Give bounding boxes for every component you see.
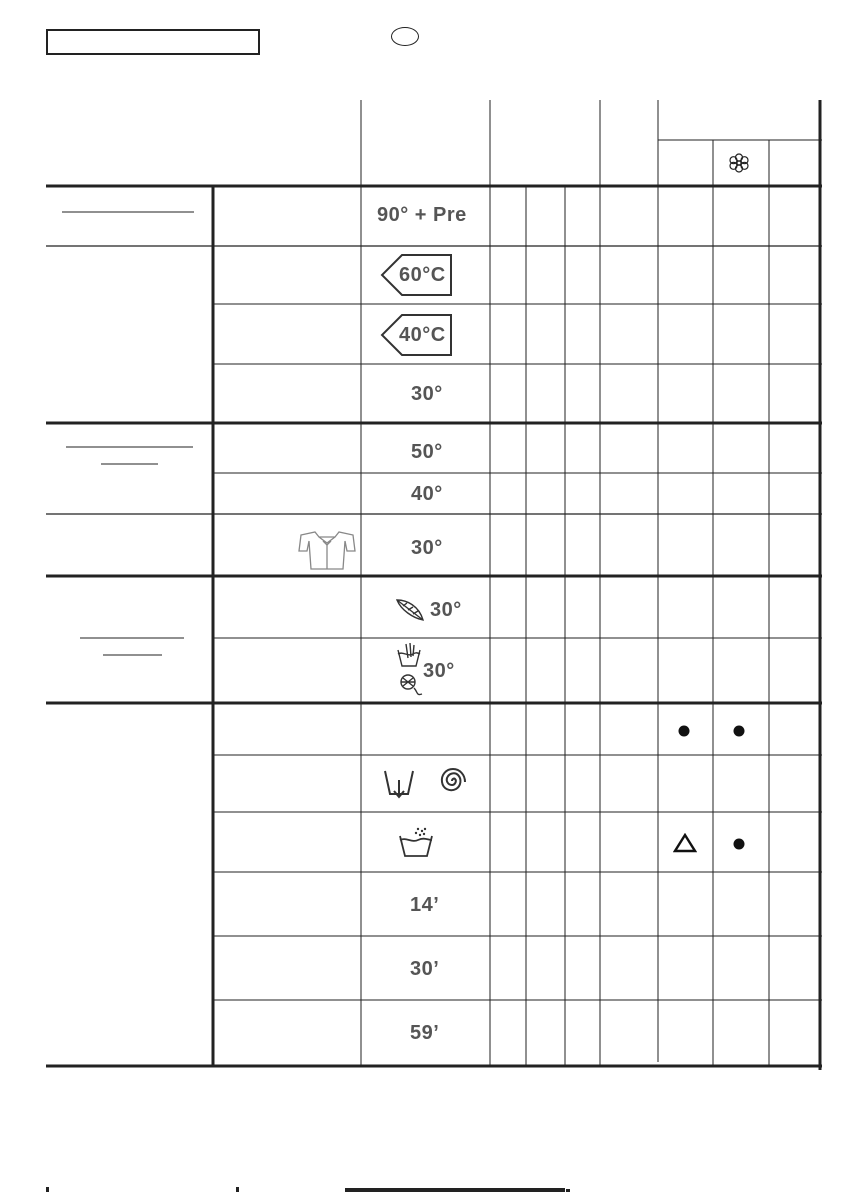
handwash-icon [394, 642, 424, 698]
dot-icon [677, 724, 691, 738]
program-symbol-15: 59’ [410, 1022, 440, 1044]
program-symbol-14: 30’ [410, 958, 440, 980]
page-bottom-marks [0, 1186, 851, 1192]
triangle-icon [673, 833, 697, 853]
dot-icon [732, 724, 746, 738]
rinse-icon [396, 826, 436, 860]
program-symbol-2: 60°C [399, 264, 446, 286]
flower-icon [728, 152, 750, 174]
program-symbol-3: 40°C [399, 324, 446, 346]
drain-icon [382, 766, 416, 802]
program-symbol-8: 30° [430, 599, 462, 621]
program-symbol-1: 90° + Pre [377, 204, 467, 226]
feather-icon [393, 596, 427, 624]
program-symbol-5: 50° [411, 441, 443, 463]
program-symbol-9: 30° [423, 660, 455, 682]
program-symbol-7: 30° [411, 537, 443, 559]
program-symbol-4: 30° [411, 383, 443, 405]
program-symbol-6: 40° [411, 483, 443, 505]
shirt-icon [297, 529, 357, 573]
dot-icon [732, 837, 746, 851]
program-symbol-13: 14’ [410, 894, 440, 916]
spin-icon [436, 764, 468, 798]
